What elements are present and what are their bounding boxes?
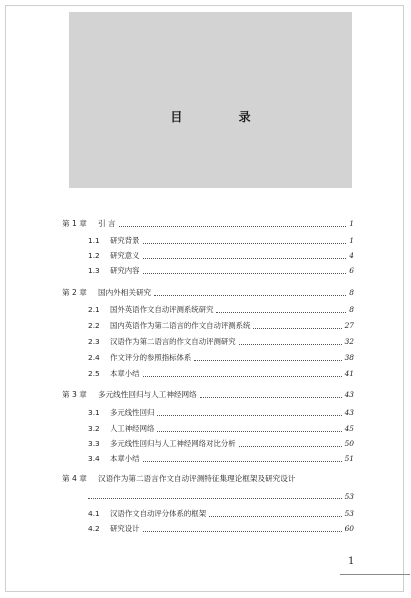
- toc-section-1-1[interactable]: [88, 235, 354, 246]
- title-block: [69, 12, 352, 188]
- toc-section-4-2[interactable]: [88, 523, 354, 534]
- section-title: 研究背景: [110, 236, 140, 245]
- toc-chapter-3[interactable]: [62, 389, 354, 400]
- toc-section-1-3[interactable]: [88, 265, 354, 276]
- section-number: 4.1: [88, 509, 100, 518]
- section-number: 2.4: [88, 353, 100, 362]
- toc-section-2-4[interactable]: [88, 352, 354, 363]
- dot-leader: [253, 320, 341, 329]
- chapter-number: 第 2 章: [62, 288, 87, 297]
- page-ref: 60: [344, 524, 354, 533]
- dot-leader: [119, 218, 347, 227]
- dot-leader: [239, 336, 342, 345]
- section-title: 作文评分的参照指标体系: [110, 353, 192, 362]
- section-title: 国外英语作文自动评测系统研究: [110, 305, 214, 314]
- toc-section-3-2[interactable]: [88, 423, 354, 434]
- dot-leader: [200, 389, 342, 398]
- page-ref: 8: [349, 305, 354, 314]
- toc-section-3-1[interactable]: [88, 407, 354, 418]
- chapter-number: 第 1 章: [62, 219, 87, 228]
- section-title: 研究设计: [110, 524, 140, 533]
- section-title: 本章小结: [110, 369, 140, 378]
- section-number: 2.3: [88, 337, 100, 346]
- chapter-number: 第 3 章: [62, 390, 87, 399]
- section-number: 3.3: [88, 439, 100, 448]
- page-ref: 27: [344, 321, 354, 330]
- section-title: 研究内容: [110, 266, 140, 275]
- section-title: 汉语作文自动评分体系的框架: [110, 509, 207, 518]
- section-number: 4.2: [88, 524, 100, 533]
- section-number: 2.2: [88, 321, 100, 330]
- page-ref: 50: [344, 439, 354, 448]
- toc-section-2-2[interactable]: [88, 320, 354, 331]
- dot-leader: [209, 508, 342, 517]
- chapter-number: 第 4 章: [62, 474, 87, 483]
- toc-section-2-3[interactable]: [88, 336, 354, 347]
- page-ref: 41: [344, 369, 354, 378]
- page-ref: 1: [349, 219, 354, 228]
- dot-leader: [143, 250, 347, 259]
- section-title: 本章小结: [110, 454, 140, 463]
- page-ref: 45: [344, 424, 354, 433]
- page-ref: 1: [349, 236, 354, 245]
- section-title: 多元线性回归与人工神经网络对比分析: [110, 439, 236, 448]
- dot-leader: [143, 368, 342, 377]
- page-ref: 4: [349, 251, 354, 260]
- dot-leader: [157, 407, 341, 416]
- chapter-title: 多元线性回归与人工神经网络: [98, 390, 197, 399]
- document-page: [5, 5, 404, 592]
- page-ref: 43: [344, 408, 354, 417]
- section-title: 国内英语作为第二语言的作文自动评测系统: [110, 321, 251, 330]
- page-ref: 53: [344, 509, 354, 518]
- section-number: 1.3: [88, 266, 100, 275]
- toc-section-1-2[interactable]: [88, 250, 354, 261]
- toc-section-3-3[interactable]: [88, 438, 354, 449]
- toc-chapter-4[interactable]: [62, 473, 354, 484]
- chapter-title: 引 言: [98, 219, 116, 228]
- page-title: 目 录: [170, 110, 277, 124]
- dot-leader: [143, 453, 342, 462]
- toc-section-2-1[interactable]: [88, 304, 354, 315]
- section-number: 1.2: [88, 251, 100, 260]
- chapter-title: 国内外相关研究: [98, 288, 152, 297]
- page-ref: 51: [344, 454, 354, 463]
- section-title: 汉语作为第二语言的作文自动评测研究: [110, 337, 236, 346]
- section-number: 3.2: [88, 424, 100, 433]
- footer-rule: [340, 574, 410, 575]
- page-ref: 8: [349, 288, 354, 297]
- toc-chapter-4-continuation[interactable]: [88, 490, 354, 501]
- dot-leader: [88, 490, 342, 499]
- dot-leader: [143, 235, 347, 244]
- toc-chapter-1[interactable]: [62, 218, 354, 229]
- chapter-title: 汉语作为第二语言作文自动评测特征集理论框架及研究设计: [98, 474, 296, 483]
- dot-leader: [194, 352, 341, 361]
- section-title: 多元线性回归: [110, 408, 155, 417]
- section-title: 研究意义: [110, 251, 140, 260]
- section-number: 2.5: [88, 369, 100, 378]
- page-ref: 6: [349, 266, 354, 275]
- toc-section-3-4[interactable]: [88, 453, 354, 464]
- toc-chapter-2[interactable]: [62, 287, 354, 298]
- page-ref: 53: [344, 492, 354, 501]
- dot-leader: [143, 523, 342, 532]
- section-title: 人工神经网络: [110, 424, 155, 433]
- page-ref: 43: [344, 390, 354, 399]
- toc-section-4-1[interactable]: [88, 508, 354, 519]
- page-ref: 32: [344, 337, 354, 346]
- toc-section-2-5[interactable]: [88, 368, 354, 379]
- section-number: 2.1: [88, 305, 100, 314]
- dot-leader: [216, 304, 346, 313]
- dot-leader: [157, 423, 341, 432]
- page-ref: 38: [344, 353, 354, 362]
- dot-leader: [239, 438, 342, 447]
- dot-leader: [143, 265, 347, 274]
- page-number: 1: [348, 556, 355, 567]
- dot-leader: [154, 287, 346, 296]
- section-number: 3.4: [88, 454, 100, 463]
- section-number: 3.1: [88, 408, 100, 417]
- section-number: 1.1: [88, 236, 100, 245]
